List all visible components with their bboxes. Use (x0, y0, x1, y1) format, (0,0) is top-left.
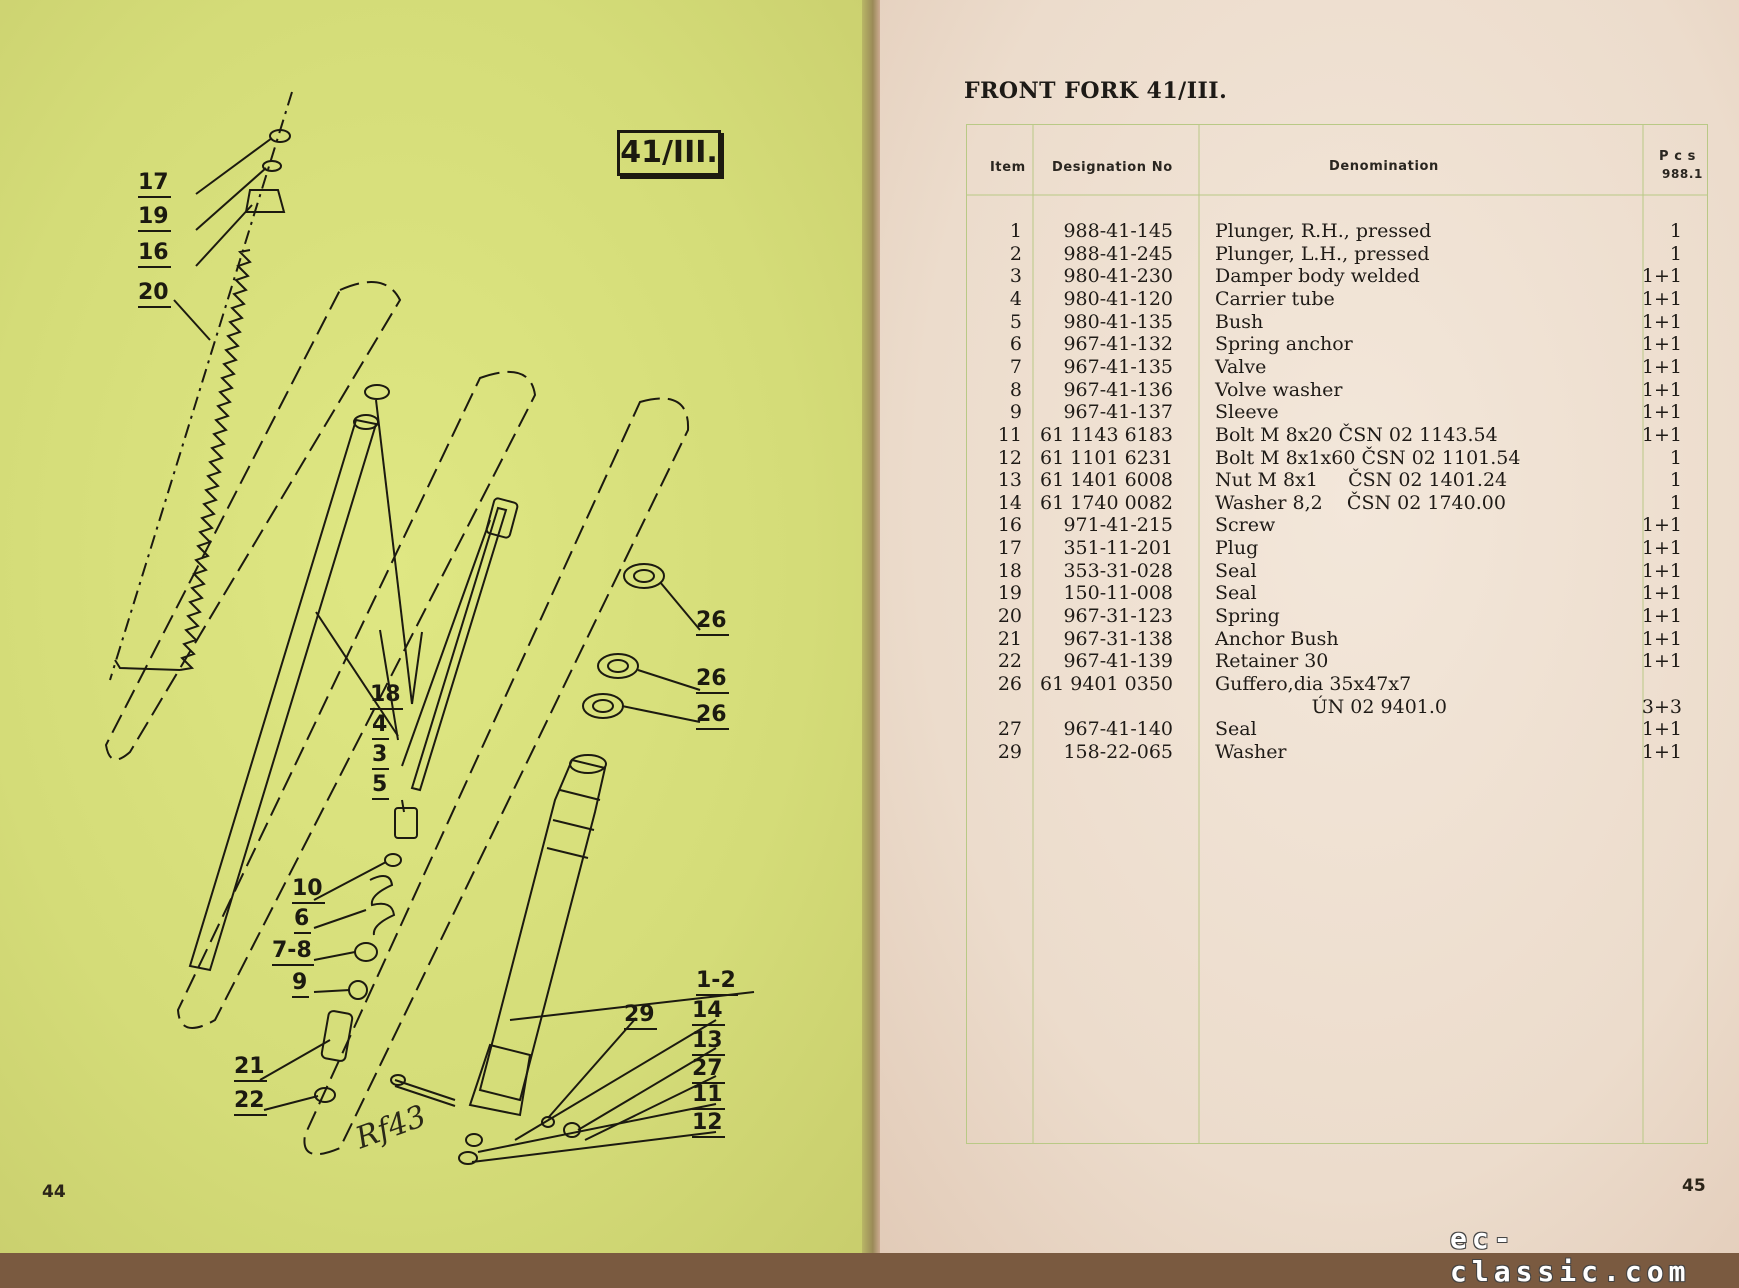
denomination-cell: Washer 8,2 ČSN 02 1740.00 (1215, 491, 1506, 514)
callout-6: 6 (294, 908, 311, 934)
header-pcs: P c s (1659, 149, 1697, 164)
table-row (966, 311, 1706, 334)
table-row (966, 492, 1706, 515)
item-cell: 6 (1009, 333, 1022, 356)
item-cell: 12 (997, 446, 1022, 469)
callout-16: 16 (138, 242, 171, 268)
table-row (966, 379, 1706, 402)
table-row (966, 582, 1706, 605)
denomination-cell: Bush (1215, 310, 1264, 333)
designation-cell: 980-41-230 (1063, 265, 1173, 288)
table-row (966, 673, 1706, 696)
item-cell: 9 (1009, 401, 1022, 424)
callout-9: 9 (292, 972, 309, 998)
table-row (966, 605, 1706, 628)
pcs-cell: 1+1 (1641, 333, 1682, 356)
watermark: ec-classic.com (1450, 1222, 1691, 1288)
header-pcs-model: 988.1 (1662, 167, 1703, 181)
item-cell: 14 (997, 491, 1022, 514)
callout-13: 13 (692, 1030, 725, 1056)
item-cell: 18 (997, 559, 1022, 582)
pcs-cell: 1+1 (1641, 355, 1682, 378)
denomination-cell: Plug (1215, 537, 1259, 560)
callout-20: 20 (138, 282, 171, 308)
designation-cell: 150-11-008 (1063, 582, 1173, 605)
pcs-cell: 1+1 (1641, 740, 1682, 763)
table-row (966, 401, 1706, 424)
designation-cell: 967-41-137 (1063, 401, 1173, 424)
item-cell: 13 (997, 469, 1022, 492)
item-cell: 21 (997, 627, 1022, 650)
table-row (966, 220, 1706, 243)
callout-7-8: 7-8 (272, 940, 314, 966)
pcs-cell: 1+1 (1641, 559, 1682, 582)
pcs-cell: 1+1 (1641, 582, 1682, 605)
callout-26-a: 26 (696, 610, 729, 636)
callout-26-b: 26 (696, 668, 729, 694)
table-row (966, 447, 1706, 470)
item-cell: 16 (997, 514, 1022, 537)
pcs-cell: 1+1 (1641, 650, 1682, 673)
designation-cell: 967-41-135 (1063, 355, 1173, 378)
callout-19: 19 (138, 206, 171, 232)
exploded-fork-diagram (0, 0, 880, 1253)
table-row (966, 514, 1706, 537)
callout-22: 22 (234, 1090, 267, 1116)
pcs-cell: 1+1 (1641, 287, 1682, 310)
designation-cell: 967-31-138 (1063, 627, 1173, 650)
designation-cell: 351-11-201 (1063, 537, 1173, 560)
denomination-cell: Spring anchor (1215, 333, 1353, 356)
denomination-cell: Guffero,dia 35x47x7 (1215, 673, 1412, 695)
table-row (966, 741, 1706, 764)
designation-cell: 980-41-120 (1063, 287, 1173, 310)
pcs-cell: 1+1 (1641, 310, 1682, 333)
callout-11: 11 (692, 1084, 725, 1110)
item-cell: 2 (1009, 242, 1022, 265)
pcs-cell: 1+1 (1641, 514, 1682, 537)
designation-cell: 61 1740 0082 (1040, 491, 1173, 514)
pcs-cell: 1 (1669, 242, 1682, 265)
designation-cell: 967-41-139 (1063, 650, 1173, 673)
pcs-cell: 1+1 (1641, 423, 1682, 446)
callout-1-2: 1-2 (696, 970, 738, 996)
header-denomination: Denomination (1329, 159, 1439, 174)
page-title: FRONT FORK 41/III. (964, 78, 1228, 104)
item-cell: 22 (997, 650, 1022, 673)
page-number-left: 44 (42, 1182, 66, 1202)
designation-cell: 61 1143 6183 (1040, 423, 1173, 446)
item-cell: 29 (997, 740, 1022, 763)
denomination-cell: Damper body welded (1215, 265, 1420, 288)
table-row (966, 333, 1706, 356)
table-row (966, 560, 1706, 583)
denomination-cell: Plunger, L.H., pressed (1215, 242, 1430, 265)
draftsman-signature: Rf43 (351, 1098, 431, 1157)
table-row (966, 243, 1706, 266)
denomination-cell: Valve (1215, 355, 1267, 378)
pcs-cell: 1+1 (1641, 627, 1682, 650)
designation-cell: 967-41-136 (1063, 378, 1173, 401)
denomination-cell: Plunger, R.H., pressed (1215, 220, 1432, 242)
callout-10: 10 (292, 878, 325, 904)
item-cell: 20 (997, 605, 1022, 628)
designation-cell: 988-41-245 (1063, 242, 1173, 265)
pcs-cell: 1+1 (1641, 378, 1682, 401)
denomination-cell: Anchor Bush (1215, 627, 1339, 650)
callout-3: 3 (372, 744, 389, 770)
pcs-cell: 3+3 (1641, 695, 1682, 718)
diagram-id-box: 41/III. (617, 130, 721, 176)
denomination-cell: Washer (1215, 740, 1287, 763)
header-designation: Designation No (1052, 160, 1173, 175)
designation-cell: 980-41-135 (1063, 310, 1173, 333)
pcs-cell: 1 (1669, 491, 1682, 514)
item-cell: 7 (1009, 355, 1022, 378)
pcs-cell: 1+1 (1641, 537, 1682, 560)
table-row (966, 696, 1706, 719)
denomination-cell: ÚN 02 9401.0 (1215, 695, 1448, 718)
item-cell: 11 (997, 423, 1022, 446)
callout-12: 12 (692, 1112, 725, 1138)
denomination-cell: Retainer 30 (1215, 650, 1329, 673)
header-item: Item (990, 160, 1026, 175)
denomination-cell: Sleeve (1215, 401, 1279, 424)
callout-27: 27 (692, 1058, 725, 1084)
table-row (966, 424, 1706, 447)
left-page (0, 0, 880, 1253)
table-row (966, 288, 1706, 311)
item-cell: 27 (997, 718, 1022, 741)
item-cell: 8 (1009, 378, 1022, 401)
designation-cell: 353-31-028 (1063, 559, 1173, 582)
callout-29: 29 (624, 1004, 657, 1030)
pcs-cell: 1+1 (1641, 401, 1682, 424)
pcs-cell: 1 (1669, 446, 1682, 469)
denomination-cell: Bolt M 8x20 ČSN 02 1143.54 (1215, 423, 1498, 446)
designation-cell: 967-31-123 (1063, 605, 1173, 628)
pcs-cell: 1+1 (1641, 718, 1682, 741)
denomination-cell: Seal (1215, 559, 1257, 582)
item-cell: 17 (997, 537, 1022, 560)
designation-cell: 971-41-215 (1063, 514, 1173, 537)
designation-cell: 988-41-145 (1063, 220, 1173, 242)
denomination-cell: Screw (1215, 514, 1276, 537)
designation-cell: 158-22-065 (1063, 740, 1173, 763)
designation-cell: 967-41-132 (1063, 333, 1173, 356)
denomination-cell: Bolt M 8x1x60 ČSN 02 1101.54 (1215, 446, 1521, 469)
designation-cell: 61 1101 6231 (1040, 446, 1173, 469)
designation-cell: 967-41-140 (1063, 718, 1173, 741)
table-row (966, 718, 1706, 741)
denomination-cell: Carrier tube (1215, 287, 1335, 310)
callout-26-c: 26 (696, 704, 729, 730)
denomination-cell: Seal (1215, 718, 1257, 741)
pcs-cell: 1 (1669, 220, 1682, 242)
table-row (966, 537, 1706, 560)
callout-14: 14 (692, 1000, 725, 1026)
item-cell: 4 (1009, 287, 1022, 310)
callout-5: 5 (372, 774, 389, 800)
table-row (966, 628, 1706, 651)
pcs-cell: 1 (1669, 469, 1682, 492)
callout-4: 4 (372, 714, 389, 740)
denomination-cell: Volve washer (1215, 378, 1343, 401)
table-row (966, 650, 1706, 673)
item-cell: 1 (1009, 220, 1022, 242)
item-cell: 19 (997, 582, 1022, 605)
table-row (966, 356, 1706, 379)
denomination-cell: Spring (1215, 605, 1280, 628)
denomination-cell: Nut M 8x1 ČSN 02 1401.24 (1215, 469, 1508, 492)
designation-cell: 61 9401 0350 (1040, 673, 1173, 695)
denomination-cell: Seal (1215, 582, 1257, 605)
callout-17: 17 (138, 172, 171, 198)
item-cell: 26 (997, 673, 1022, 695)
table-row (966, 469, 1706, 492)
pcs-cell: 1+1 (1641, 265, 1682, 288)
page-number-right: 45 (1682, 1176, 1706, 1196)
callout-18: 18 (370, 684, 403, 710)
table-row (966, 265, 1706, 288)
designation-cell: 61 1401 6008 (1040, 469, 1173, 492)
item-cell: 3 (1009, 265, 1022, 288)
item-cell: 5 (1009, 310, 1022, 333)
pcs-cell: 1+1 (1641, 605, 1682, 628)
callout-21: 21 (234, 1056, 267, 1082)
